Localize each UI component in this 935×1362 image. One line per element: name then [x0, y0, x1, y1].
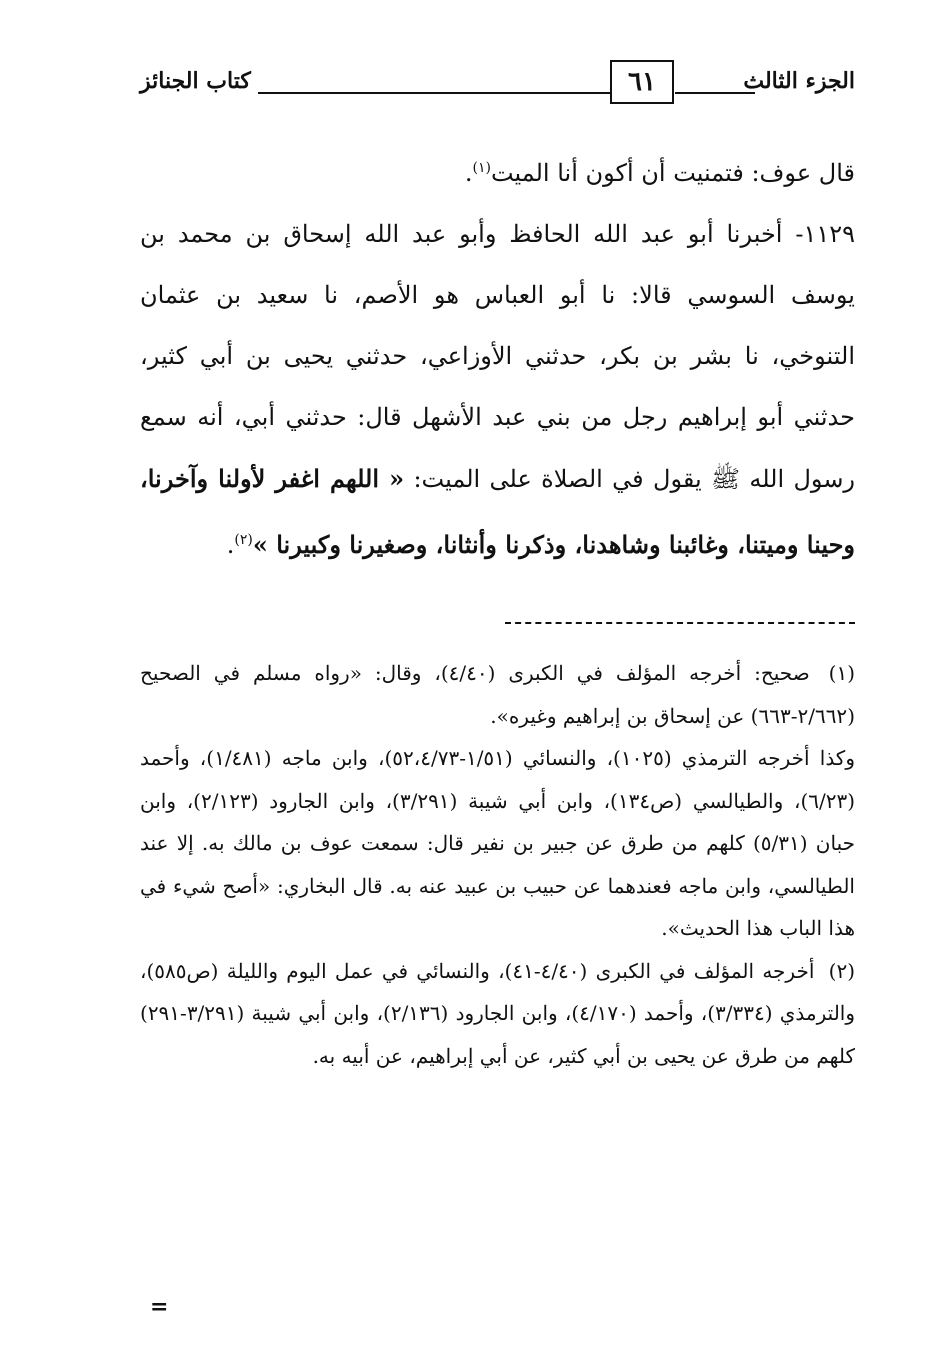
dua-period: . [226, 531, 235, 559]
footnote-separator [505, 622, 855, 624]
main-text [140, 138, 855, 576]
footnote-1-text: صحيح: أخرجه المؤلف في الكبرى (٤/٤٠)، وقال: «رواه مسلم في الصحيح (٢/٦٦٢-٦٦٣) عن إسحاق بن إبراهيم وغيره». [140, 661, 855, 728]
hadith-text: ١١٢٩- أخبرنا أبو عبد الله الحافظ وأبو عبد الله إسحاق بن محمد بن يوسف السوسي قالا: نا أبو العباس هو الأصم، نا سعيد بن عثمان التنوخي، نا بشر بن بكر، حدثني الأوزاعي، حدثني يحيى بن أبي كثير، حدثني أبو إبراهيم رجل من بني عبد الأشهل قال: حدثني أبي، أنه سمع رسول الله ﷺ يقول في الصلاة على الميت: [140, 220, 856, 493]
footnote-2-text: أخرجه المؤلف في الكبرى (٤/٤٠-٤١)، والنسائي في عمل اليوم والليلة (ص٥٨٥)، والترمذي (٣/٣٣٤)، وأحمد (٤/١٧٠)، وابن الجارود (٢/١٣٦)، وابن أبي شيبة (٣/٢٩١-٢٩١) كلهم من طرق عن يحيى بن أبي كثير، عن أبي إبراهيم، عن أبيه به. [140, 958, 856, 1068]
intro-text: قال عوف: فتمنيت أن أكون أنا الميت [490, 159, 855, 187]
footnote-2 [140, 950, 855, 1078]
intro-line [140, 138, 855, 204]
dua-text: « اللهم اغفر لأولنا وآخرنا، وحينا وميتنا، وغائبنا وشاهدنا، وذكرنا وأنثانا، وصغيرنا وكبيرنا » [140, 464, 855, 559]
footnote-1 [140, 652, 855, 737]
footnote-ref-2: (٢) [234, 532, 253, 548]
page-header [140, 60, 855, 116]
footnote-1-number: (١) [828, 661, 856, 685]
continuation-mark: = [150, 1294, 169, 1320]
part-title: الجزء الثالث [743, 68, 855, 94]
header-rule-left [258, 92, 610, 94]
footnote-2-number: (٢) [828, 958, 855, 983]
footnotes [140, 652, 855, 1077]
footnote-ref-1: (١) [472, 160, 491, 176]
page-number: ٦١ [610, 60, 674, 104]
hadith-paragraph [140, 204, 855, 576]
intro-period: . [464, 159, 473, 187]
footnote-1-text-2: وكذا أخرجه الترمذي (١٠٢٥)، والنسائي (١/٥١-٥٢،٤/٧٣)، وابن ماجه (١/٤٨١)، وأحمد (٦/٢٣)، والطيالسي (ص١٣٤)، وابن أبي شيبة (٣/٢٩١)، وابن الجارود (٢/١٢٣)، وابن حبان (٥/٣١) كلهم من طرق عن جبير بن نفير قال: سمعت عوف بن مالك به. إلا عند الطيالسي، وابن ماجه فعندهما عن حبيب بن عبيد عنه به. قال البخاري: «أصح شيء في هذا الباب هذا الحديث». [140, 746, 856, 940]
book-title: كتاب الجنائز [140, 68, 251, 94]
footnote-1-continued [140, 737, 855, 950]
